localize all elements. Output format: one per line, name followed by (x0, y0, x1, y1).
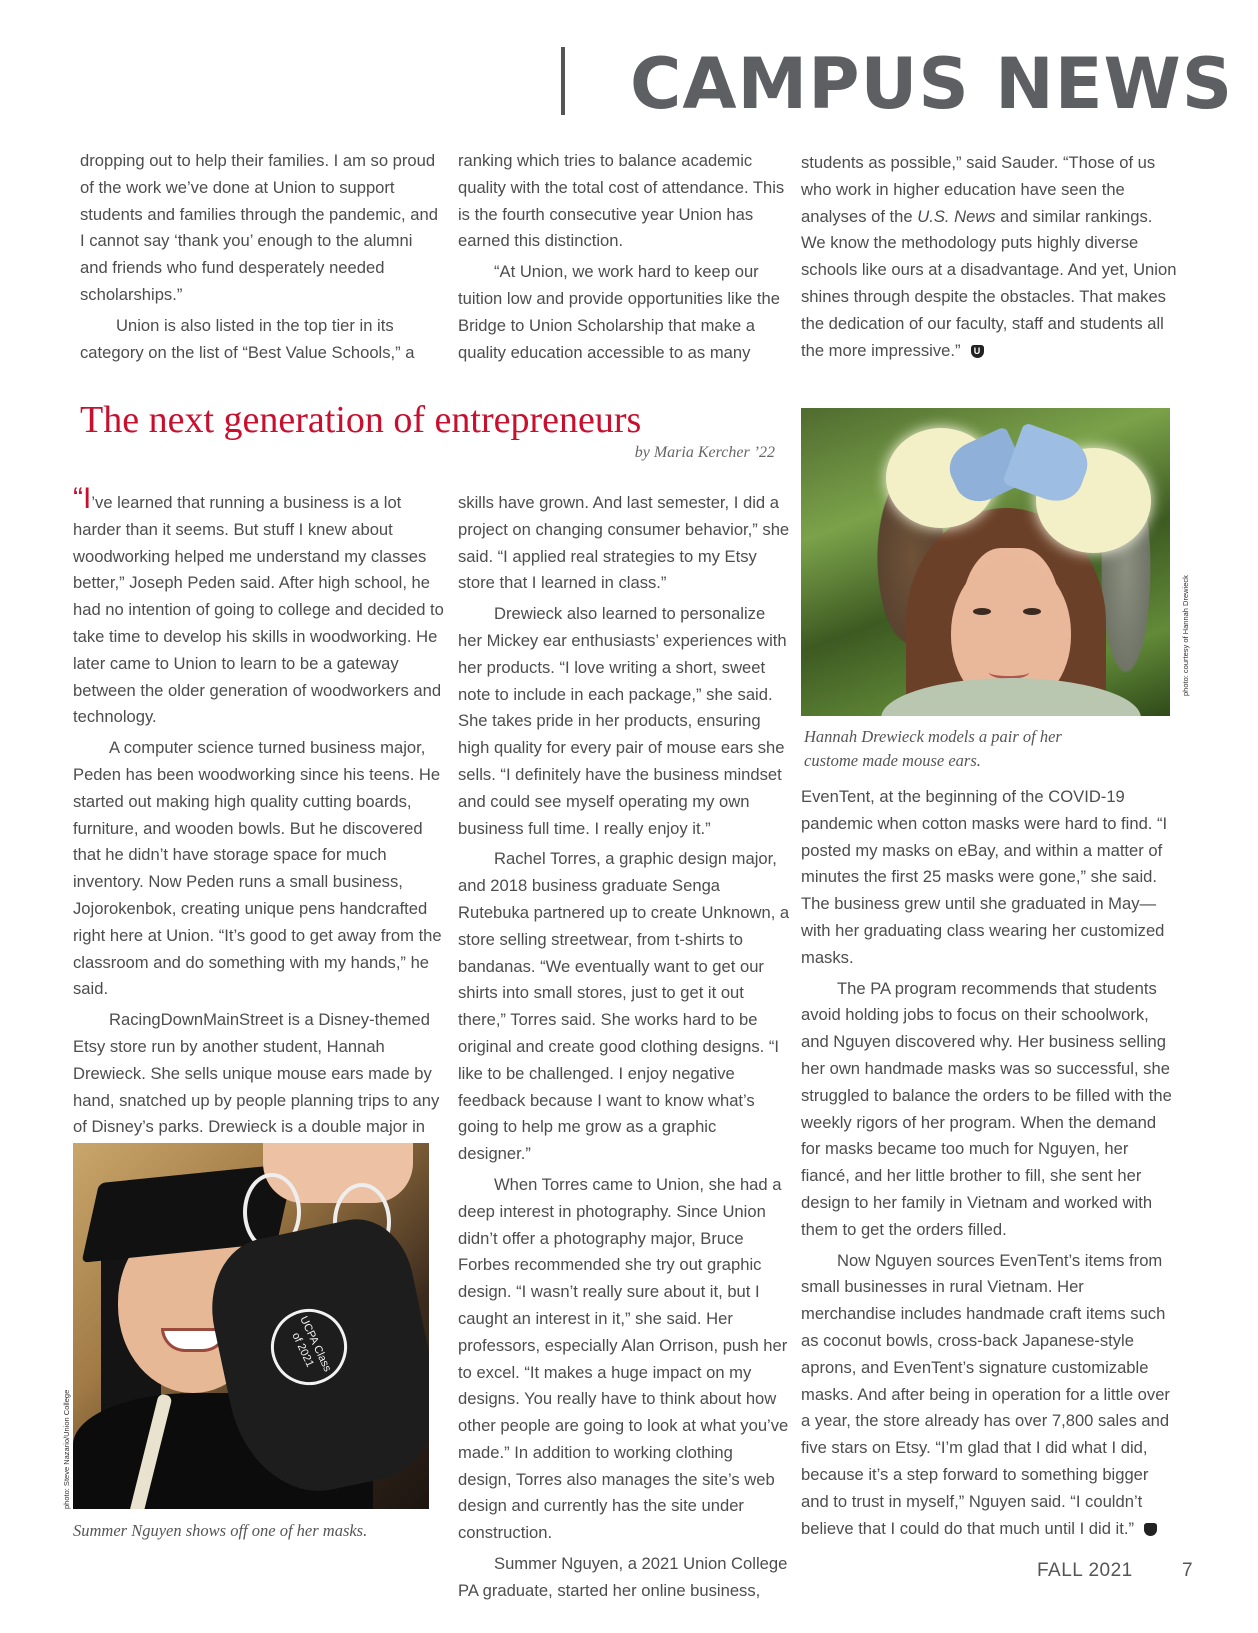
article-headline: The next generation of entrepreneurs (80, 399, 642, 441)
paragraph: dropping out to help their families. I am so proud of the work we’ve done at Union to support students and families through the pandemic, and I cannot say ‘thank you’ enough to the alumni and friends who fund desperately needed scholarships.” (80, 151, 438, 304)
paragraph: RacingDownMainStreet is a Disney-themed Etsy store run by another student, Hannah Drewieck. She sells unique mouse ears made by hand, snatched up by people planning trips to any of Disney’s parks. Drewieck is a double major in (73, 1010, 440, 1137)
article-byline: by Maria Kercher ’22 (634, 444, 775, 461)
header-divider (561, 47, 565, 115)
photo-credit: photo: courtesy of Hannah Drewieck (1181, 575, 1190, 696)
drop-cap: I (83, 482, 92, 515)
paragraph: skills have grown. And last semester, I did a project on changing consumer behavior,” she said. “I applied real strategies to my Etsy store that I learned in class.” (458, 493, 790, 593)
paragraph: The PA program recommends that students avoid holding jobs to focus on their schoolwork, and Nguyen discovered why. Her business selling her own handmade masks was so successful, she struggled to balance the orders to be filled with the weekly rigors of her program. When the demand for masks became too much for Nguyen, her fiancé, and her little brother to fill, she sent her design to her family in Vietnam and worked with them to get the orders filled. (801, 978, 1172, 1239)
text-run: and similar rankings. We know the methodology puts highly diverse schools like ours at a disadvantage. And yet, Union shines through despite the obstacles. That makes the dedication of our faculty, staff and students all the more impressive.” (801, 206, 1177, 360)
paragraph: When Torres came to Union, she had a deep interest in photography. Since Union didn’t offer a photography major, Bruce Forbes recommended she try out graphic design. “I wasn’t really sure about it, but I caught an interest in it,” she said. Her professors, especially Alan Orrison, push her to excel. “It makes a huge impact on my designs. You really have to think about how other people are going to look at what you’ve made.” In addition to working clothing design, Torres also manages the site’s web design and currently has the site under construction. (458, 1174, 789, 1543)
paragraph: Drewieck also learned to personalize her Mickey ear enthusiasts’ experiences with her products. “I love writing a short, sweet note to include in each package,” she said. She takes pride in her products, ensuring high quality for every pair of mouse ears she sells. “I definitely have the business mindset and could see myself operating my own business full time. I really enjoy it.” (458, 604, 787, 838)
text-run: students as possible,” said Sauder. “Those of us who work in higher education have seen the analyses of the (801, 153, 1156, 226)
paragraph: Summer Nguyen, a 2021 Union College PA graduate, started her online business, (458, 1554, 788, 1600)
continued-column-1 (80, 148, 440, 366)
paragraph: Rachel Torres, a graphic design major, and 2018 business graduate Senga Rutebuka partnered up to create Unknown, a store selling streetwear, from t-shirts to bandanas. “We eventually want to get our shirts into small stores, just to get it out there,” Torres said. She works hard to be original and create good clothing designs. “I like to be challenged. I enjoy negative feedback because I want to know what’s going to help me grow as a graphic designer.” (458, 849, 790, 1164)
photo-caption: Summer Nguyen shows off one of her masks. (73, 1521, 368, 1540)
photo-summer-nguyen (73, 1143, 429, 1509)
section-title: CAMPUS NEWS (630, 43, 1234, 125)
lead-paragraph (73, 482, 445, 731)
photo-caption: Hannah Drewieck models a pair of her custome made mouse ears. (804, 727, 1062, 770)
continued-column-3 (801, 150, 1177, 364)
text-run: Now Nguyen sources EvenTent’s items from small businesses in rural Vietnam. Her merchandise includes handmade craft items such as coconut bowls, cross-back Japanese-style aprons, and EvenTent’s signature customizable masks. And after being in operation for a little over a year, the store already has over 7,800 sales and five stars on Etsy. “I’m glad that I did what I did, because it’s a step forward to something bigger and to trust in myself,” Nguyen said. “I couldn’t believe that I could do that much until I did it.” (801, 1250, 1170, 1538)
article-column-a (73, 482, 445, 1222)
issue-label: FALL 2021 (1037, 1560, 1133, 1581)
text-run: ’ve learned that running a business is a lot harder than it seems. But stuff I knew about woodworking helped me understand my classes better,” Joseph Peden said. After high school, he had no intention of going to college and decided to take time to develop his skills in woodworking. He later came to Union to learn to be a gateway between the older generation of woodworkers and technology. (73, 493, 444, 727)
union-shield-icon: U (971, 345, 984, 358)
paragraph (801, 150, 1177, 364)
paragraph: “At Union, we work hard to keep our tuition low and provide opportunities like the Bridge to Union Scholarship that make a quality education accessible to as many (458, 262, 780, 362)
paragraph: A computer science turned business major, Peden has been woodworking since his teens. He started out making high quality cutting boards, furniture, and wooden bowls. But he discovered that he didn’t have storage space for much inventory. Now Peden runs a small business, Jojorokenbok, creating unique pens handcrafted right here at Union. “It’s good to get away from the classroom and do something with my hands,” he said. (73, 738, 442, 999)
open-quote: “ (73, 482, 83, 515)
publication-name: U.S. News (917, 206, 996, 226)
article-column-b (458, 490, 790, 1605)
paragraph (801, 1248, 1187, 1543)
continued-column-2 (458, 148, 788, 366)
mask-logo: UCPA Class of 2021 (259, 1297, 360, 1398)
paragraph: EvenTent, at the beginning of the COVID-19 pandemic when cotton masks were hard to find. “I posted my masks on eBay, and within a matter of minutes the first 25 masks were gone,” she said. The business grew until she graduated in May—with her graduating class wearing her customized masks. (801, 787, 1168, 967)
paragraph: ranking which tries to balance academic quality with the total cost of attendance. This is the fourth consecutive year Union has earned this distinction. (458, 151, 785, 251)
union-shield-icon: U (1144, 1523, 1157, 1536)
paragraph: Union is also listed in the top tier in its category on the list of “Best Value Schools,” a (80, 315, 415, 362)
article-column-c (801, 784, 1187, 1542)
photo-credit: photo: Steve Nazario/Union College (62, 1389, 71, 1509)
photo-detail (973, 608, 991, 615)
photo-detail (1023, 608, 1041, 615)
photo-hannah-drewieck (801, 408, 1170, 716)
page-number: 7 (1182, 1560, 1193, 1581)
